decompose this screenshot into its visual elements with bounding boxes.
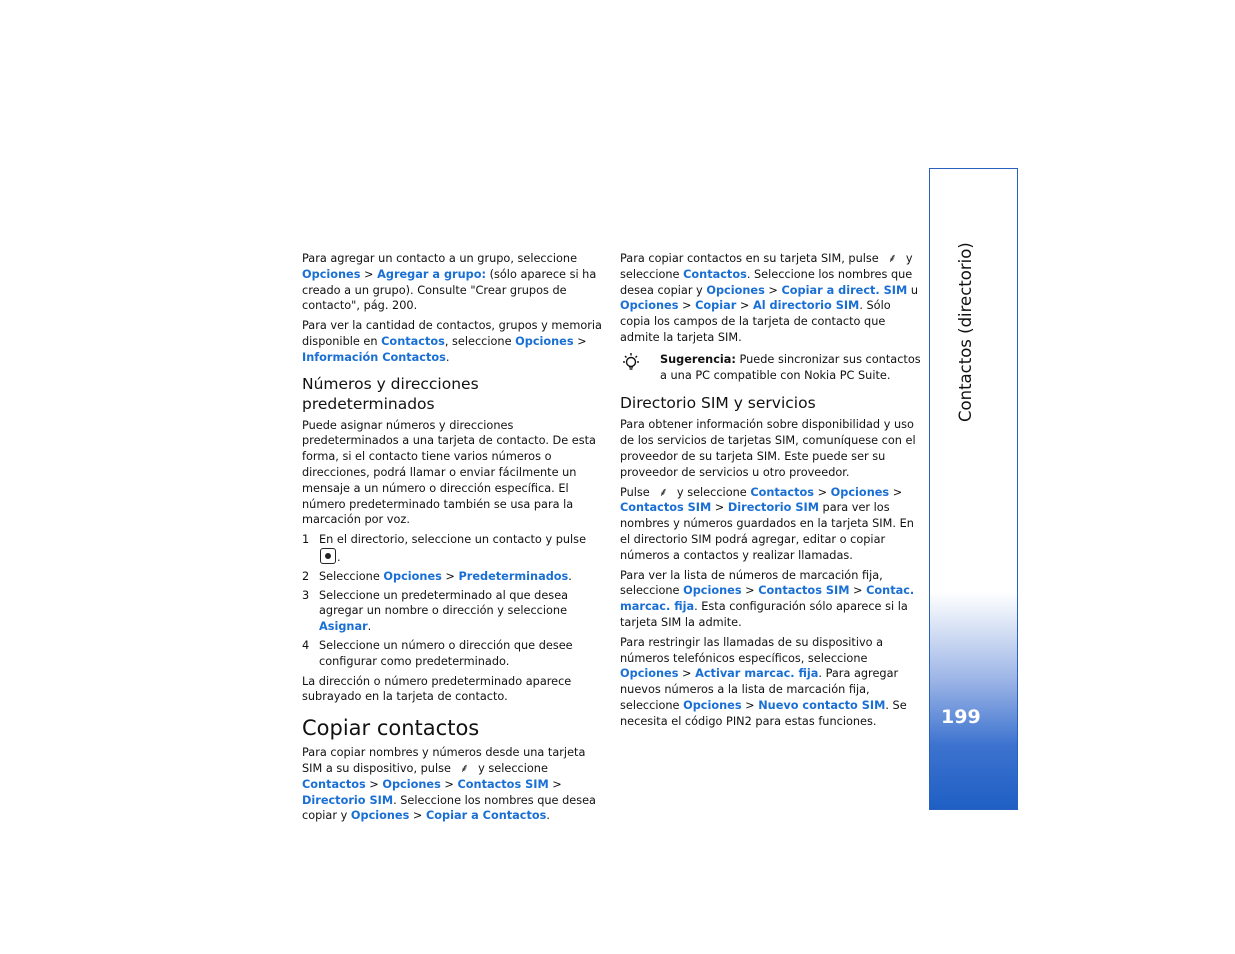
paragraph-copy-to-sim: Para copiar contactos en su tarjeta SIM, pulse ⸙ y seleccione Contactos. Seleccione los nombres que desea copiar y Opciones > Copiar a direct. SIM u Opciones > Copiar > Al directorio SIM. Sólo copia los campos de la tarjeta de contacto que admite la tarjeta SIM. <box>620 251 919 344</box>
paragraph-add-to-group: Para agregar un contacto a un grupo, seleccione Opciones > Agregar a grupo: (sólo aparece si ha creado a un grupo). Consulte "Crear grupos de contacto", pág. 200. <box>302 252 597 313</box>
paragraph-view-sim: Pulse ⸙ y seleccione Contactos > Opciones > Contactos SIM > Directorio SIM para ver los nombres y números guardados en la tarjeta SIM. En el directorio SIM podrá agregar, editar o copiar números a contactos y realizar llamadas. <box>620 484 914 562</box>
list-item: 4 Seleccione un número o dirección que desee configurar como predeterminado. <box>302 638 573 668</box>
steps-list <box>302 532 604 669</box>
heading-sim-directory: Directorio SIM y servicios <box>620 394 816 413</box>
menu-ref: Nuevo contacto SIM <box>758 698 886 712</box>
right-column <box>620 251 924 734</box>
menu-ref: Contactos SIM <box>620 501 712 515</box>
menu-ref: Opciones <box>350 809 410 823</box>
menu-ref: Contactos <box>683 267 747 281</box>
menu-ref: Predeterminados <box>458 569 569 583</box>
menu-ref: Opciones <box>620 667 679 681</box>
paragraph-fixed-dialing-list: Para ver la lista de números de marcación fija, seleccione Opciones > Contactos SIM > Contac. marcac. fija. Esta configuración sólo aparece si la tarjeta SIM la admite. <box>620 568 915 629</box>
paragraph-restrict-calls: Para restringir las llamadas de su dispositivo a números telefónicos específicos, seleccione Opciones > Activar marcac. fija. Para agregar nuevos números a la lista de marcación fija, seleccione Opciones > Nuevo contacto SIM. Se necesita el código PIN2 para estas funciones. <box>620 635 907 728</box>
paragraph-contacts-info: Para ver la cantidad de contactos, grupos y memoria disponible en Contactos, seleccione Opciones > Información Contactos. <box>302 319 602 364</box>
paragraph-sim-services: Para obtener información sobre disponibilidad y uso de los servicios de tarjetas SIM, comuníquese con el proveedor de su tarjeta SIM. Este puede ser su proveedor de servicios u otro proveedor. <box>620 418 916 479</box>
menu-ref: Opciones <box>620 299 679 313</box>
menu-key-icon: ⸙ <box>460 760 470 775</box>
menu-ref: Copiar <box>695 299 737 313</box>
paragraph-underlined-note: La dirección o número predeterminado aparece subrayado en la tarjeta de contacto. <box>302 674 572 704</box>
menu-ref: Agregar a grupo: <box>377 267 487 281</box>
menu-ref: Opciones <box>515 334 574 348</box>
menu-ref: Opciones <box>302 267 361 281</box>
menu-ref: Opciones <box>683 698 742 712</box>
list-item: 3 Seleccione un predeterminado al que desea agregar un nombre o dirección y seleccione Asignar. <box>302 588 569 634</box>
menu-ref: Contactos <box>302 777 366 791</box>
menu-ref: Contac. marcac. fija <box>620 584 915 614</box>
menu-key-icon: ⸙ <box>887 251 897 265</box>
tip-label: Sugerencia: <box>660 352 736 366</box>
paragraph-default-intro: Puede asignar números y direcciones predeterminados a una tarjeta de contacto. De esta forma, si el contacto tiene varios números o direcciones, podrá llamar o enviar fácilmente un mensaje a un número o dirección específica. El número predeterminado también se usa para la marcación por voz. <box>302 418 596 527</box>
tip-box <box>620 352 924 384</box>
menu-key-icon: ⸙ <box>658 484 668 499</box>
heading-default-numbers: Números y direcciones predeterminados <box>302 374 479 413</box>
menu-ref: Copiar a Contactos <box>425 809 547 823</box>
menu-ref: Contactos SIM <box>758 584 850 598</box>
page-number: 199 <box>941 706 981 728</box>
list-item: 2 Seleccione Opciones > Predeterminados. <box>302 569 572 583</box>
menu-ref: Asignar <box>319 620 368 634</box>
menu-ref: Activar marcac. fija <box>695 667 819 681</box>
menu-ref: Opciones <box>830 485 890 499</box>
menu-ref: Contactos <box>750 485 815 499</box>
section-title: Contactos (directorio) <box>956 242 975 422</box>
menu-ref: Opciones <box>706 283 765 297</box>
menu-ref: Directorio SIM <box>302 793 394 807</box>
menu-ref: Información Contactos <box>302 350 446 364</box>
menu-ref: Opciones <box>683 584 742 598</box>
menu-ref: Directorio SIM <box>727 501 819 515</box>
heading-copy-contacts: Copiar contactos <box>302 716 480 741</box>
menu-ref: Opciones <box>382 777 441 791</box>
paragraph-copy-from-sim: Para copiar nombres y números desde una tarjeta SIM a su dispositivo, pulse ⸙ y seleccione Contactos > Opciones > Contactos SIM > Directorio SIM. Seleccione los nombres que desea copiar y Opciones > Copiar a Contactos. <box>302 746 596 823</box>
menu-ref: Copiar a direct. SIM <box>781 283 908 297</box>
menu-ref: Contactos SIM <box>457 777 549 791</box>
menu-ref: Contactos <box>381 334 445 348</box>
tip-text: Puede sincronizar sus contactos a una PC compatible con Nokia PC Suite. <box>660 352 921 382</box>
list-item: 1 En el directorio, seleccione un contacto y pulse . <box>302 533 587 564</box>
menu-ref: Opciones <box>383 569 442 583</box>
lightbulb-icon <box>620 352 642 374</box>
select-key-icon <box>320 548 336 564</box>
left-column <box>302 251 604 828</box>
menu-ref: Al directorio SIM <box>752 299 860 313</box>
